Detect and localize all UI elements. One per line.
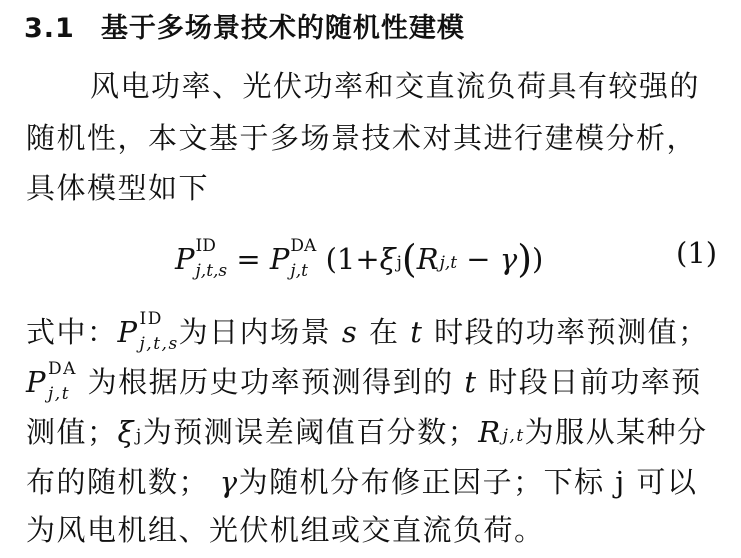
- exp-l2-symbol: P: [26, 365, 48, 399]
- exp-l2-sup: DA: [48, 359, 77, 379]
- exp-l4-gamma: γ: [219, 465, 239, 499]
- eq-rhs-symbol: P: [269, 242, 290, 276]
- exp-l3-text-b: 为预测误差阈值百分数；: [142, 415, 479, 449]
- exp-l1-text-c: 时段的功率预测值；: [434, 315, 709, 349]
- exp-l2-text-b: 时段日前功率预: [488, 365, 702, 399]
- exp-l3-r-sub: j,t: [502, 425, 525, 446]
- exp-l1-text-b: 在: [369, 315, 400, 349]
- exp-prefix: 式中：: [26, 315, 118, 349]
- intro-line-3: 具体模型如下: [26, 171, 210, 205]
- equation-1: [175, 234, 544, 281]
- exp-l1-symbol: P: [117, 315, 139, 349]
- exp-l2-t: t: [464, 365, 478, 399]
- exp-l3-xi-sub: j: [136, 425, 143, 446]
- exp-l3-text-c: 为服从某种分: [524, 415, 708, 449]
- exp-l2-sub: j,t: [48, 384, 71, 404]
- explanation-line-4: [26, 460, 698, 501]
- exp-l1-sup: ID: [139, 309, 163, 329]
- eq-gamma: γ: [499, 242, 518, 276]
- eq-rhs-sup: DA: [290, 236, 317, 256]
- eq-lhs-scripts: [195, 236, 228, 281]
- exp-l1-scripts: [139, 309, 179, 354]
- eq-open-paren: (: [325, 242, 337, 276]
- eq-rhs-sub: j,t: [290, 261, 308, 281]
- exp-l3-r: R: [478, 415, 502, 449]
- eq-inner-open: (: [401, 237, 417, 281]
- exp-l2-scripts: [48, 359, 77, 404]
- eq-lhs-symbol: P: [175, 242, 195, 276]
- explanation-line-1: [26, 309, 709, 354]
- section-title: 基于多场景技术的随机性建模: [100, 13, 465, 44]
- eq-equals: =: [236, 242, 261, 276]
- exp-l3-xi-scripts: [136, 425, 143, 446]
- section-heading: [24, 6, 465, 45]
- exp-l3-text-a: 测值；: [26, 415, 118, 449]
- equation-number: (1): [676, 236, 718, 270]
- eq-xi-sub: j: [396, 252, 402, 273]
- intro-line-1: 风电功率、光伏功率和交直流负荷具有较强的: [90, 69, 701, 103]
- eq-r-symbol: R: [416, 242, 439, 276]
- exp-l3-r-scripts: [502, 425, 525, 446]
- eq-rhs-scripts: [290, 236, 317, 281]
- exp-l4-text-a: 布的随机数；: [26, 465, 210, 499]
- intro-line-2: 随机性，本文基于多场景技术对其进行建模分析，: [26, 121, 698, 155]
- exp-l1-text-a: 为日内场景: [178, 315, 332, 349]
- exp-l2-text-a: 为根据历史功率预测得到的: [87, 365, 454, 399]
- section-number: 3.1: [24, 13, 75, 44]
- exp-l1-t: t: [410, 315, 424, 349]
- explanation-line-2: [26, 359, 702, 404]
- eq-close-paren: ): [532, 242, 544, 276]
- eq-one-plus: 1+: [336, 242, 380, 276]
- eq-r-scripts: [439, 252, 458, 273]
- eq-lhs-sup: ID: [195, 236, 216, 256]
- exp-l1-s: s: [341, 315, 359, 349]
- eq-minus: −: [457, 242, 500, 276]
- explanation-line-5: 为风电机组、光伏机组或交直流负荷。: [26, 513, 545, 547]
- eq-inner-close: ): [517, 237, 533, 281]
- eq-xi: ξ: [379, 242, 396, 276]
- explanation-line-3: [26, 410, 708, 451]
- exp-l3-xi: ξ: [117, 415, 135, 449]
- eq-lhs-sub: j,t,s: [195, 261, 228, 281]
- exp-l4-text-b: 为随机分布修正因子；下标 j 可以: [238, 465, 698, 499]
- exp-l1-sub: j,t,s: [139, 334, 179, 354]
- eq-r-sub: j,t: [439, 252, 458, 273]
